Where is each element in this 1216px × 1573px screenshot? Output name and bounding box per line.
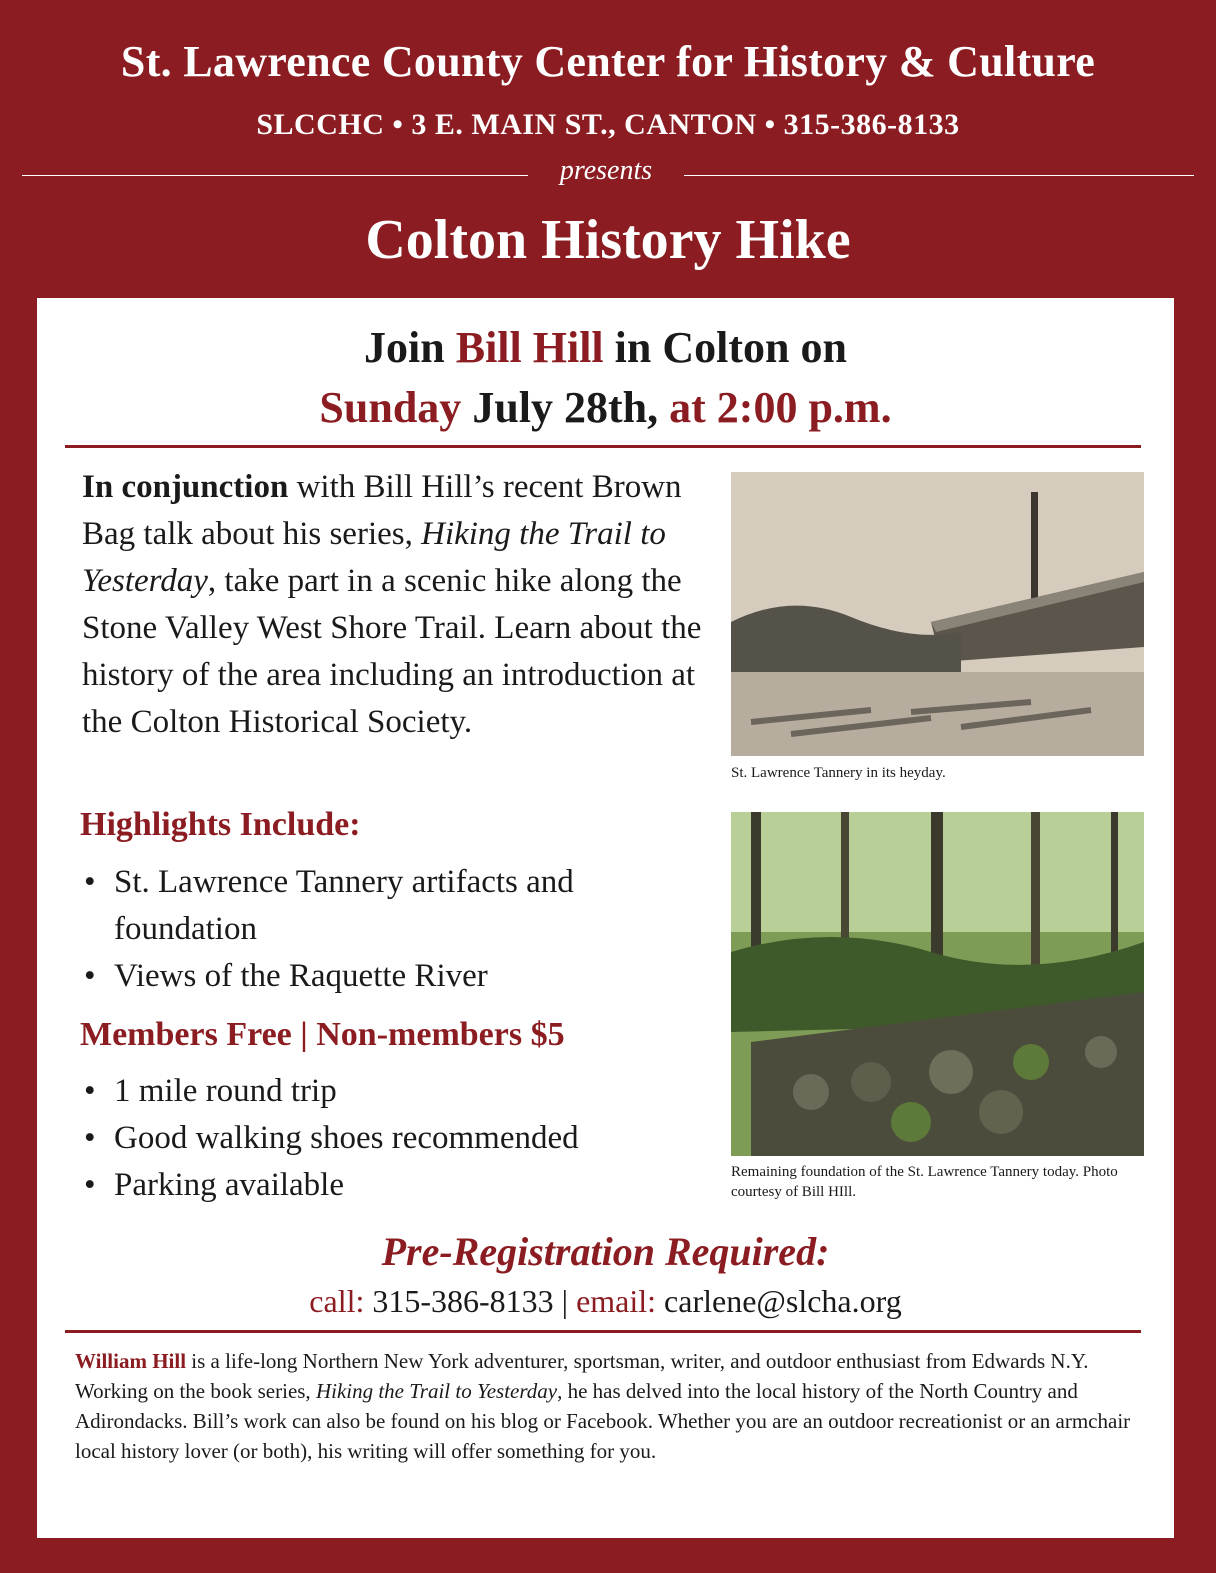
tannery-heyday-image <box>731 472 1144 756</box>
org-name: St. Lawrence County Center for History & Culture <box>120 37 1096 86</box>
list-item: • Parking available <box>84 1167 345 1203</box>
phone-number[interactable]: 315-386-8133 <box>364 1283 554 1319</box>
intro-text-b: , take part in a scenic hike along the Stone Valley West Shore Trail. Learn about the history of the area including an introduction at the Colton Historical Society. <box>82 563 702 740</box>
event-day: Sunday <box>319 383 462 432</box>
intro-lead: In conjunction <box>82 469 289 505</box>
host-name: Bill Hill <box>455 323 604 372</box>
bio-series-title: Hiking the Trail to Yesterday <box>315 1379 558 1403</box>
tannery-foundation-photo <box>731 812 1144 1156</box>
bio-name: William Hill <box>75 1349 187 1373</box>
email-address[interactable]: carlene@slcha.org <box>656 1283 902 1319</box>
event-date: July 28th, <box>461 383 659 432</box>
event-title: Colton History Hike <box>365 209 851 271</box>
event-time: at 2:00 p.m. <box>658 383 892 432</box>
join-line-2 <box>37 378 1174 438</box>
detail-item: Parking available <box>114 1167 345 1203</box>
tannery-foundation-image <box>731 812 1144 1156</box>
pricing-heading: Members Free | Non-members $5 <box>80 1016 565 1053</box>
contact-line <box>37 1283 1174 1320</box>
photo2-caption: Remaining foundation of the St. Lawrence Tannery today. Photo courtesy of Bill HIll. <box>731 1164 1118 1200</box>
list-item: • Views of the Raquette River <box>84 958 488 994</box>
details-list <box>82 1068 722 1209</box>
presents-row <box>22 155 1194 189</box>
detail-item: Good walking shoes recommended <box>114 1120 579 1156</box>
intro-paragraph <box>82 464 732 746</box>
intro-series-title: Hiking the Trail to Yesterday <box>82 516 666 599</box>
contact-separator: | <box>553 1283 577 1319</box>
top-divider <box>65 445 1141 448</box>
divider-right <box>684 175 1194 176</box>
bio-text-a: is a life-long Northern New York adventurer, sportsman, writer, and outdoor enthusiast from Edwards N.Y. Working on the book series, <box>75 1349 1089 1403</box>
list-item: • Good walking shoes recommended <box>84 1120 579 1156</box>
list-item: • St. Lawrence Tannery artifacts and foundation <box>84 864 574 947</box>
join-text: Join <box>364 323 456 372</box>
presents-label: presents <box>559 155 653 186</box>
content-card <box>37 298 1174 1538</box>
join-location: in Colton on <box>603 323 847 372</box>
join-line-1 <box>37 318 1174 378</box>
detail-item: 1 mile round trip <box>114 1073 337 1109</box>
list-item: • 1 mile round trip <box>84 1073 337 1109</box>
call-label: call: <box>309 1283 365 1319</box>
photo1-caption: St. Lawrence Tannery in its heyday. <box>731 765 946 781</box>
divider-left <box>22 175 528 176</box>
bio-text-b: , he has delved into the local history of the North Country and Adirondacks. Bill’s work can also be found on his blog or Facebook. Whether you are an outdoor recreationist or an armchair local history lover (or both), his writing will offer something for you. <box>75 1379 1131 1463</box>
intro-text-a: with Bill Hill’s recent Brown Bag talk about his series, <box>82 469 682 552</box>
org-address: SLCCHC • 3 E. MAIN ST., CANTON • 315-386-8133 <box>256 108 960 141</box>
highlight-item: Views of the Raquette River <box>114 958 488 994</box>
event-date-block <box>37 318 1174 438</box>
highlight-item: St. Lawrence Tannery artifacts and foundation <box>114 864 574 947</box>
highlights-list <box>82 859 722 1000</box>
tannery-heyday-photo <box>731 472 1144 756</box>
preregistration-heading: Pre-Registration Required: <box>381 1229 830 1274</box>
bottom-divider <box>65 1330 1141 1333</box>
email-label: email: <box>576 1283 657 1319</box>
bio-paragraph <box>75 1346 1145 1466</box>
highlights-heading: Highlights Include: <box>80 806 361 843</box>
